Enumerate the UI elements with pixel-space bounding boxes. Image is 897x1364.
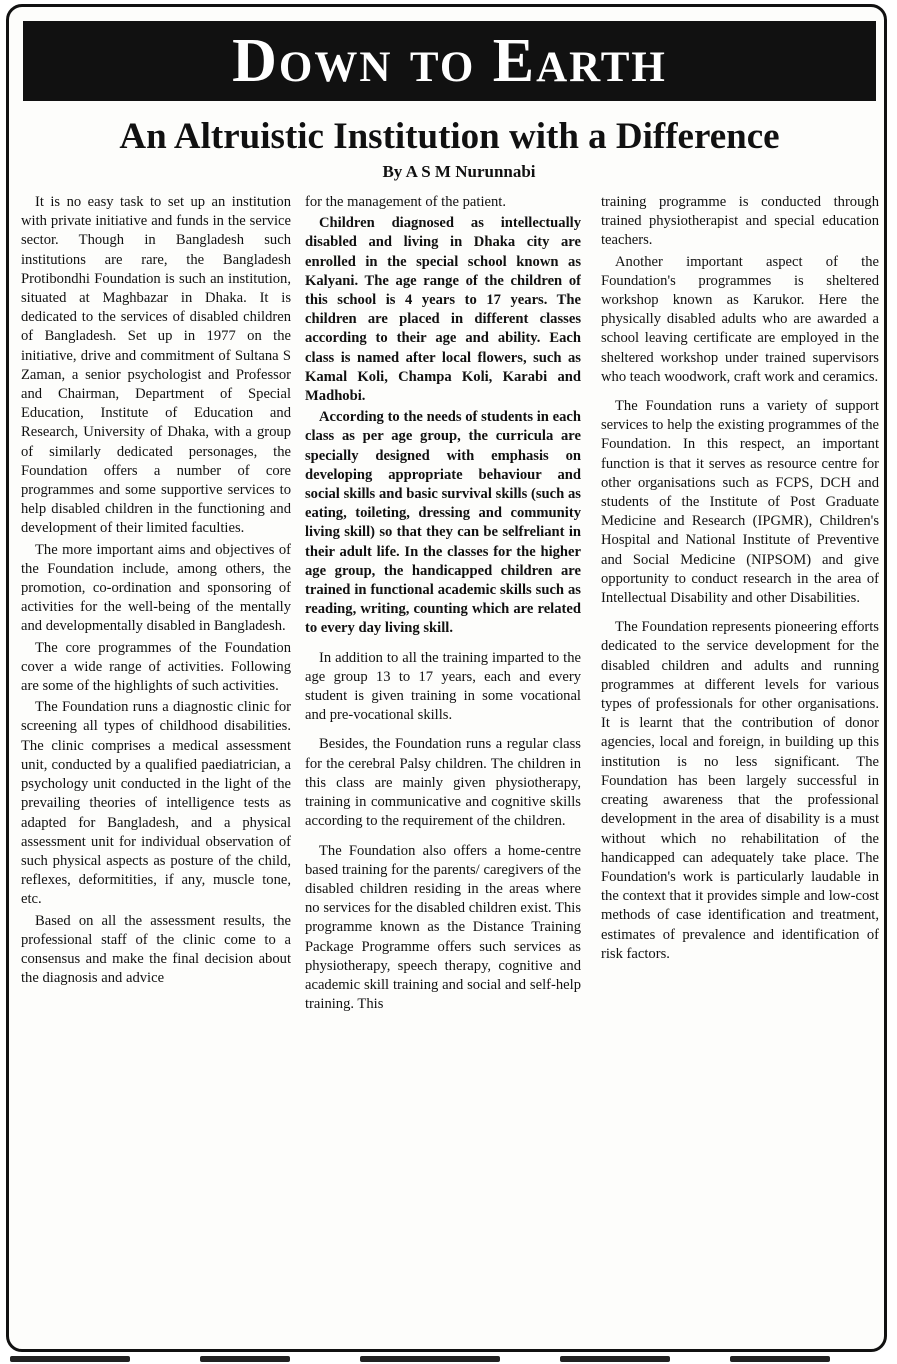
next-article-edge	[0, 1354, 897, 1364]
paragraph: The core programmes of the Foundation cover a wide range of activities. Following are some of the highlights of such activities.	[21, 639, 291, 695]
text-column-1	[21, 193, 291, 1343]
column-masthead: Down to Earth	[23, 21, 876, 101]
paragraph: for the management of the patient.	[305, 194, 506, 210]
paragraph: The Foundation represents pioneering efforts dedicated to the service development for the disabled children and adults and running programmes at different levels for various types of professionals for other organisations. It is learnt that the contribution of donor agencies, local and foreign, in building up this institution is no less significant. The Foundation has been largely successful in creating awareness that the professional development in the area of disability is a must without which no rehabilitation of the handicapped can adequately take place. The Foundation's work is particularly laudable in the context that it provides simple and low-cost methods of case identification and treatment, estimates of prevalence and identification of risk factors.	[601, 619, 879, 962]
paragraph: The Foundation runs a variety of support services to help the existing programmes of the Foundation. In this respect, an important function is that it serves as resource centre for other organisations such as FCPS, DCH and students of the Institute of Post Graduate Medicine and Research (IPGMR), Children's Hospital and National Institute of Preventive and Social Medicine (NIPSOM) and give opportunity to conduct research in the area of Intellectual Disability and other Disabilities.	[601, 398, 879, 607]
article-frame	[6, 4, 887, 1352]
paragraph: Children diagnosed as intellectually disabled and living in Dhaka city are enrolled in the special school known as Kalyani. The age range of the children of this school is 4 years to 17 years. The children are placed in different classes according to their age and ability. Each class is named after local flowers, such as Kamal Koli, Champa Koli, Karabi and Madhobi.	[305, 215, 581, 405]
paragraph: Besides, the Foundation runs a regular class for the cerebral Palsy children. The children in this class are mainly given physiotherapy, training in communicative and cognitive skills according to the requirement of the children.	[305, 736, 581, 830]
paragraph: According to the needs of students in each class as per age group, the curricula are specially designed with emphasis on developing appropriate behaviour and social skills and basic survival skills (such as eating, toileting, dressing and community living skill) so that they can be selfreliant in their adult life. In the classes for the higher age group, the handicapped children are trained in functional academic skills such as reading, writing, counting which are related to every day living skill.	[305, 409, 581, 637]
paragraph: Based on all the assessment results, the professional staff of the clinic come to a consensus and make the final decision about the diagnosis and advice	[21, 912, 291, 987]
paragraph: The Foundation also offers a home-centre based training for the parents/ caregivers of the disabled children residing in the areas where no services for the disabled children exist. This programme known as the Distance Training Package Programme offers such services as physiotherapy, speech therapy, cognitive and academic skill training and social and self-help training. This	[305, 842, 581, 1013]
paragraph: training programme is conducted through trained physiotherapist and special education teachers.	[601, 194, 879, 249]
paragraph: The Foundation runs a diagnostic clinic for screening all types of childhood disabilities. The clinic comprises a medical assessment unit, conducted by a qualified paediatrician, a psychology unit conducted in the light of the prevailing theories of intelligence tests as adapted for Bangladesh, and a physical assessment unit for individual observation of such physical aspects as posture of the child, reflexes, deformitities, if any, muscle tone, etc.	[21, 699, 291, 908]
paragraph: The more important aims and objectives of the Foundation include, among others, the promotion, co-ordination and sponsoring of activities for the well-being of the mentally and developmentally disabled in Bangladesh.	[21, 541, 291, 635]
paragraph: In addition to all the training imparted to the age group 13 to 17 years, each and every student is given training in some vocational and pre-vocational skills.	[305, 649, 581, 724]
paragraph: Another important aspect of the Foundation's programmes is sheltered workshop known as Karukor. Here the physically disabled adults who are awarded a school leaving certificate are employed in the sheltered workshop under trained supervisors who teach woodwork, craft work and ceramics.	[601, 253, 879, 385]
article-byline: By A S M Nurunnabi	[382, 162, 536, 181]
text-column-3	[601, 193, 879, 1343]
article-headline: An Altruistic Institution with a Difference	[119, 116, 780, 157]
paragraph: It is no easy task to set up an institution with private initiative and funds in the service sector. Though in Bangladesh such institutions are rare, the Bangladesh Protibondhi Foundation is such an institution, situated at Maghbazar in Dhaka. It is dedicated to the services of disabled children of Bangladesh. Set up in 1977 on the initiative, drive and commitment of Sultana S Zaman, a senior psychologist and Professor and Chairman, Department of Special Education, Institute of Education and Research, University of Dhaka, with a group of similarly dedicated personages, the Foundation offers a number of core programmes and some supportive services to help disabled children in the functioning and development of their limited faculties.	[21, 194, 291, 537]
text-column-2	[305, 193, 581, 1343]
